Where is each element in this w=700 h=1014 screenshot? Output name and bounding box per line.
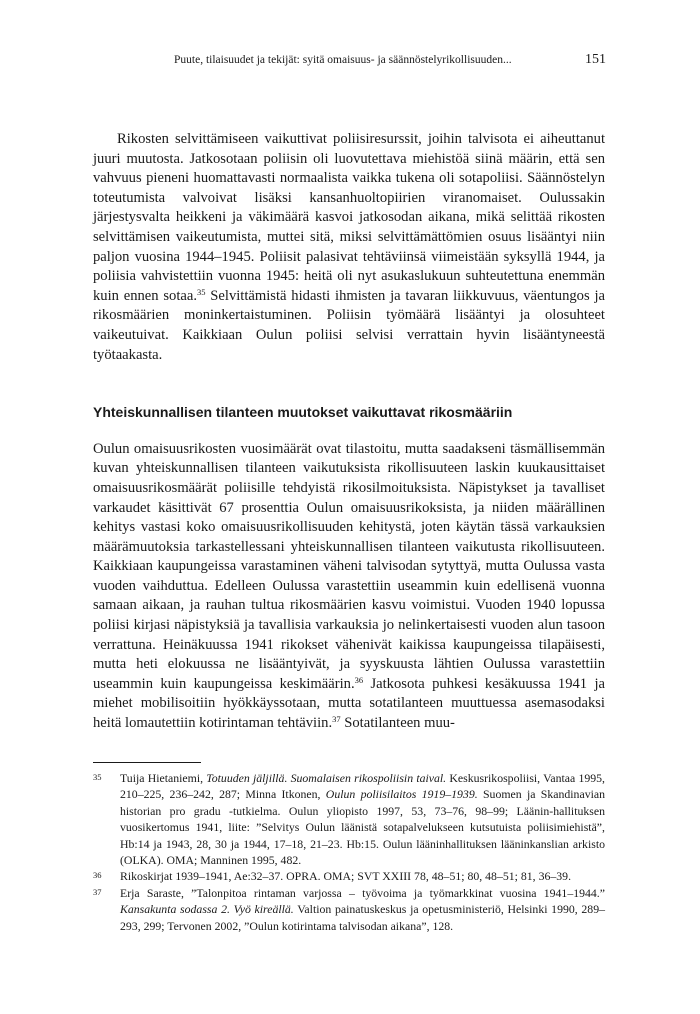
page-header bbox=[174, 52, 606, 68]
paragraph-2 bbox=[93, 440, 605, 734]
footnote-ref-37[interactable]: 37 bbox=[332, 714, 341, 725]
footnote-text-part: Suomen ja Skandinavian historian pro gradu -tutkielma. Oulun yliopisto 1997, 53, 73–76, 98–99; Läänin-hallituksen vuosikertomus 1941, liite: ”Selvitys Oulun läänistä sotapalvelukseen kutsutuista poliisimiehistä”, Hb:14 ja 1943, 28, 30 ja 1944, 17–18, 21–23. Hb:15. Oulun lääninhallituksen lääninkanslian arkisto (OLKA). OMA; Manninen 1995, 482. bbox=[120, 787, 605, 868]
body-text bbox=[93, 130, 605, 734]
footnote-italic-title: Totuuden jäljillä. Suomalaisen rikospoliisin taival. bbox=[206, 771, 447, 785]
footnote-number: 36 bbox=[93, 870, 102, 881]
page-number: 151 bbox=[585, 52, 606, 67]
footnote-text-part: Valtion painatuskeskus ja opetusministeriö, Helsinki 1990, 289–293, 299; Tervonen 2002, ”Oulun kotirintama talvisodan aikana”, 128. bbox=[120, 902, 605, 933]
paragraph-1-text-b: Selvittämistä hidasti ihmisten ja tavaran liikkuvuus, väentungos ja rikosmäärien moninkertaistuminen. Poliisin työmäärä lisääntyi ja olosuhteet vaikeutuivat. Kaikkiaan Oulun poliisi selvisi verrattain hyvin lisääntyneestä työtaakasta. bbox=[93, 287, 605, 363]
paragraph-1 bbox=[93, 130, 605, 365]
footnote-text bbox=[120, 868, 605, 884]
footnote-36 bbox=[93, 868, 605, 884]
footnote-37 bbox=[93, 885, 605, 934]
paragraph-2-text-a: Oulun omaisuusrikosten vuosimäärät ovat tilastoitu, mutta saadakseni täsmällisemmän kuvan yhteiskunnallisen tilanteen vaikutuksista rikollisuuteen laskin kuukausittaiset omaisuusrikosmäärät poliisille tehdyistä rikosilmoituksista. Näpistykset ja tavalliset varkaudet käsittivät 67 prosenttia Oulun omaisuusrikoksista, ja niiden määrällinen kehitys vastasi koko omaisuusrikollisuuden kehitystä, joten käytän tässä varkauksien määrämuutoksia tarkastellessani yhteiskunnallisen tilanteen vaikutusta rikollisuuteen. Kaikkiaan kaupungeissa varastaminen väheni talvisodan sytyttyä, mutta Oulussa vasta vuoden vaihduttua. Edelleen Oulussa varastettiin useammin kuin edellisenä vuonna samaan aikaan, ja rauhan tultua rikosmäärien kasvu voimistui. Vuoden 1940 lopussa poliisi kirjasi näpistyksiä ja tavallisia varkauksia jo nelinkertaisesti vuoden alun tasoon verrattuna. Heinäkuussa 1941 rikokset vähenivät kaikissa kaupungeissa tilapäisesti, mutta heti elokuussa ne lisääntyivät, ja syyskuusta lähtien Oulussa varastettiin useammin kuin kaupungeissa keskimäärin. bbox=[93, 440, 605, 692]
footnote-text-part: Rikoskirjat 1939–1941, Ae:32–37. OPRA. OMA; SVT XXIII 78, 48–51; 80, 48–51; 81, 36–39. bbox=[120, 869, 572, 884]
footnote-italic-title: Oulun poliisilaitos 1919–1939. bbox=[325, 787, 478, 802]
footnote-text-part: Erja Saraste, ”Talonpitoa rintaman varjossa – työvoima ja työmarkkinat vuosina 1941–1944.” bbox=[120, 885, 605, 900]
footnote-35 bbox=[93, 770, 605, 868]
section-heading: Yhteiskunnallisen tilanteen muutokset vaikuttavat rikosmääriin bbox=[93, 404, 513, 421]
paragraph-2-text-b: Jatkosota puhkesi kesäkuussa 1941 ja miehet mobilisoitiin hyökkäyssotaan, mutta sotatilanteen muuttuessa asemasodaksi heitä lomautettiin kotirintaman tehtäviin. bbox=[93, 675, 605, 732]
running-head: Puute, tilaisuudet ja tekijät: syitä omaisuus- ja säännöstelyrikollisuuden... bbox=[174, 54, 512, 66]
footnote-ref-36[interactable]: 36 bbox=[354, 674, 364, 685]
footnote-number: 37 bbox=[93, 886, 102, 897]
footnote-separator bbox=[93, 762, 201, 763]
paragraph-2-text-c: Sotatilanteen muu- bbox=[340, 715, 455, 732]
footnote-text-part: Tuija Hietaniemi, bbox=[120, 771, 207, 785]
footnote-text bbox=[120, 885, 605, 934]
footnote-text-part: Keskusrikospoliisi, Vantaa 1995, 210–225, 236–242, 287; Minna Itkonen, bbox=[120, 771, 605, 802]
footnotes bbox=[93, 770, 605, 934]
footnote-italic-title: Kansakunta sodassa 2. Vyö kireällä. bbox=[120, 902, 294, 917]
footnote-text bbox=[120, 770, 605, 868]
footnote-ref-35[interactable]: 35 bbox=[197, 286, 206, 297]
footnote-number: 35 bbox=[93, 772, 102, 782]
paragraph-1-text-a: Rikosten selvittämiseen vaikuttivat poliisiresurssit, joihin talvisota ei aiheuttanut juuri muutosta. Jatkosotaan poliisin oli luovutettava miehistöä siinä määrin, että sen vahvuus pieneni huomattavasti normaalista vaikka tukena oli sotapoliisi. Säännöstelyn toteutumista valvoivat lisäksi kansanhuoltopiirien viranomaiset. Oulussakin järjestysvalta heikkeni ja väkimäärä kasvoi jatkosodan aikana, mikä selittää rikosten selvittämisen vaikeutumista, muttei sitä, miksi selvittämättömien osuus lisääntyi niin paljon vuosina 1944–1945. Poliisit palasivat tehtäviinsä viimeistään syksyllä 1944, ja poliisia vahvistettiin vuonna 1945: heitä oli nyt asukaslukuun suhteutettuna enemmän kuin ennen sotaa. bbox=[93, 131, 605, 304]
